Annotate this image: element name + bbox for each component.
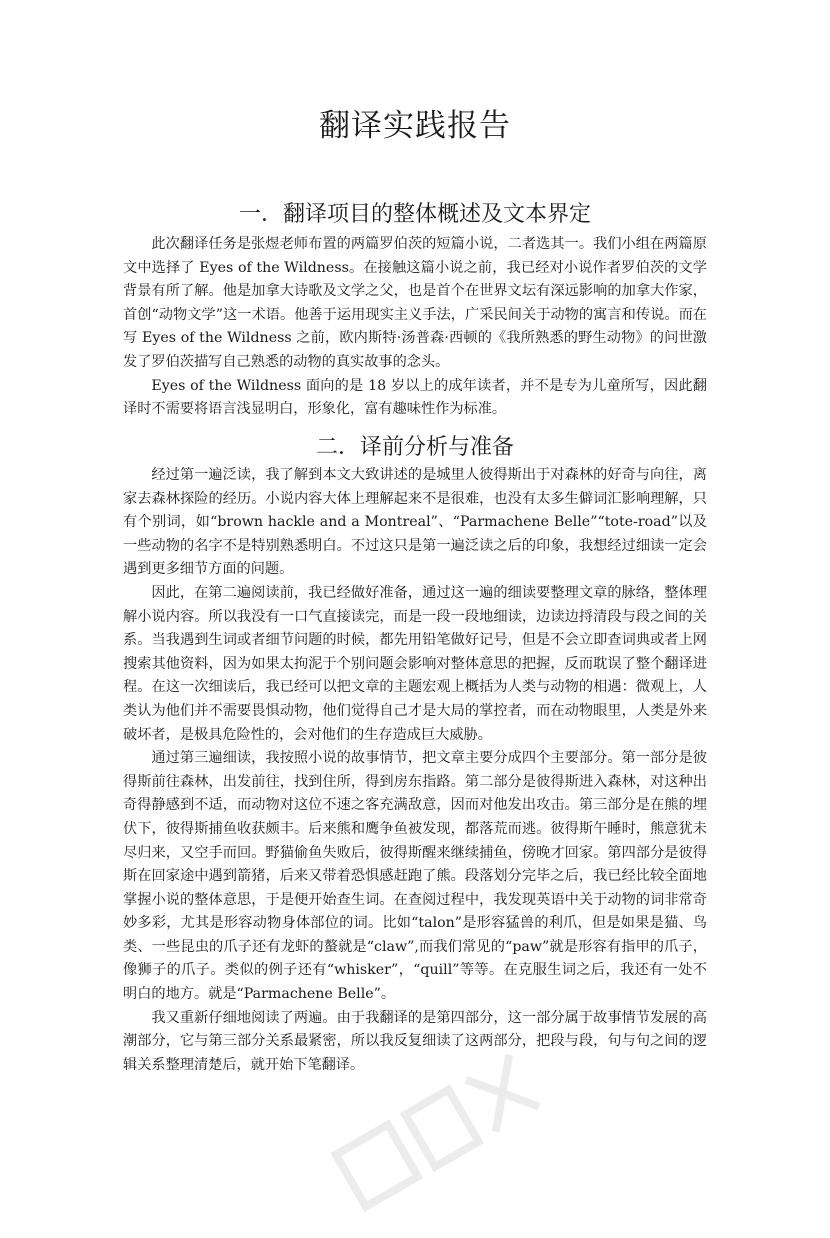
section-body-preparation <box>123 464 707 1077</box>
paragraph: 此次翻译任务是张煜老师布置的两篇罗伯茨的短篇小说，二者选其一。我们小组在两篇原文中选择了 Eyes of the Wildness。在接触这篇小说之前，我已经对小说作者罗伯茨的文学背景有所了解。他是加拿大诗歌及文学之父，也是首个在世界文坛有深远影响的加拿大作家，首创“动物文学”这一术语。他善于运用现实主义手法，广采民间关于动物的寓言和传说。而在写 Eyes of the Wildness 之前，欧内斯特·汤普森·西顿的《我所熟悉的野生动物》的问世激发了罗伯茨描写自己熟悉的动物的真实故事的念头。 <box>123 236 707 370</box>
section-heading-preparation: 二．译前分析与准备 <box>315 435 514 460</box>
page-title: 翻译实践报告 <box>319 108 511 144</box>
section-heading-overview: 一．翻译项目的整体概述及文本界定 <box>238 202 591 227</box>
paragraph: 因此，在第二遍阅读前，我已经做好准备，通过这一遍的细读要整理文章的脉络，整体理解小说内容。所以我没有一口气直接读完，而是一段一段地细读，边读边捋清段与段之间的关系。当我遇到生词或者细节问题的时候，都先用铅笔做好记号，但是不会立即查词典或者上网搜索其他资料，因为如果太拘泥于个别问题会影响对整体意思的把握，反而耽误了整个翻译进程。在这一次细读后，我已经可以把文章的主题宏观上概括为人类与动物的相遇：微观上，人类认为他们并不需要畏惧动物，他们觉得自己才是大局的掌控者，而在动物眼里，人类是外来破坏者，是极具危险性的，会对他们的生存造成巨大威胁。 <box>123 584 707 743</box>
paragraph: 我又重新仔细地阅读了两遍。由于我翻译的是第四部分，这一部分属于故事情节发展的高潮部分，它与第三部分关系最紧密，所以我反复细读了这两部分，把段与段，句与句之间的逻辑关系整理清楚后，就开始下笔翻译。 <box>123 1009 707 1073</box>
paragraph: 经过第一遍泛读，我了解到本文大致讲述的是城里人彼得斯出于对森林的好奇与向往，离家去森林探险的经历。小说内容大体上理解起来不是很难，也没有太多生僻词汇影响理解，只有个别词，如“brown hackle and a Montreal”、“Parmachene Belle”“tote-road”以及一些动物的名字不是特别熟悉明白。不过这只是第一遍泛读之后的印象，我想经过细读一定会遇到更多细节方面的问题。 <box>123 467 707 578</box>
paragraph: 通过第三遍细读，我按照小说的故事情节，把文章主要分成四个主要部分。第一部分是彼得斯前往森林，出发前往，找到住所，得到房东指路。第二部分是彼得斯进入森林，对这种出奇得静感到不适，而动物对这位不速之客充满敌意，因而对他发出攻击。第三部分是在熊的埋伏下，彼得斯捕鱼收获颇丰。后来熊和鹰争鱼被发现，都落荒而逃。彼得斯午睡时，熊意犹未尽归来，又空手而回。野猫偷鱼失败后，彼得斯醒来继续捕鱼，傍晚才回家。第四部分是彼得斯在回家途中遇到箭猪，后来又带着恐惧感赶跑了熊。段落划分完毕之后，我已经比较全面地掌握小说的整体意思，于是便开始查生词。在查阅过程中，我发现英语中关于动物的词非常奇妙多彩，尤其是形容动物身体部位的词。比如“talon”是形容猛兽的利爪，但是如果是猫、鸟类、一些昆虫的爪子还有龙虾的螯就是“claw”,而我们常见的“paw”就是形容有指甲的爪子，像狮子的爪子。类似的例子还有“whisker”，“quill”等等。在克服生词之后，我还有一处不明白的地方。就是“Parmachene Belle”。 <box>123 750 707 1003</box>
section-body-overview <box>123 233 707 422</box>
paragraph: Eyes of the Wildness 面向的是 18 岁以上的成年读者，并不是专为儿童所写，因此翻译时不需要将语言浅显明白，形象化，富有趣味性作为标准。 <box>123 377 707 418</box>
